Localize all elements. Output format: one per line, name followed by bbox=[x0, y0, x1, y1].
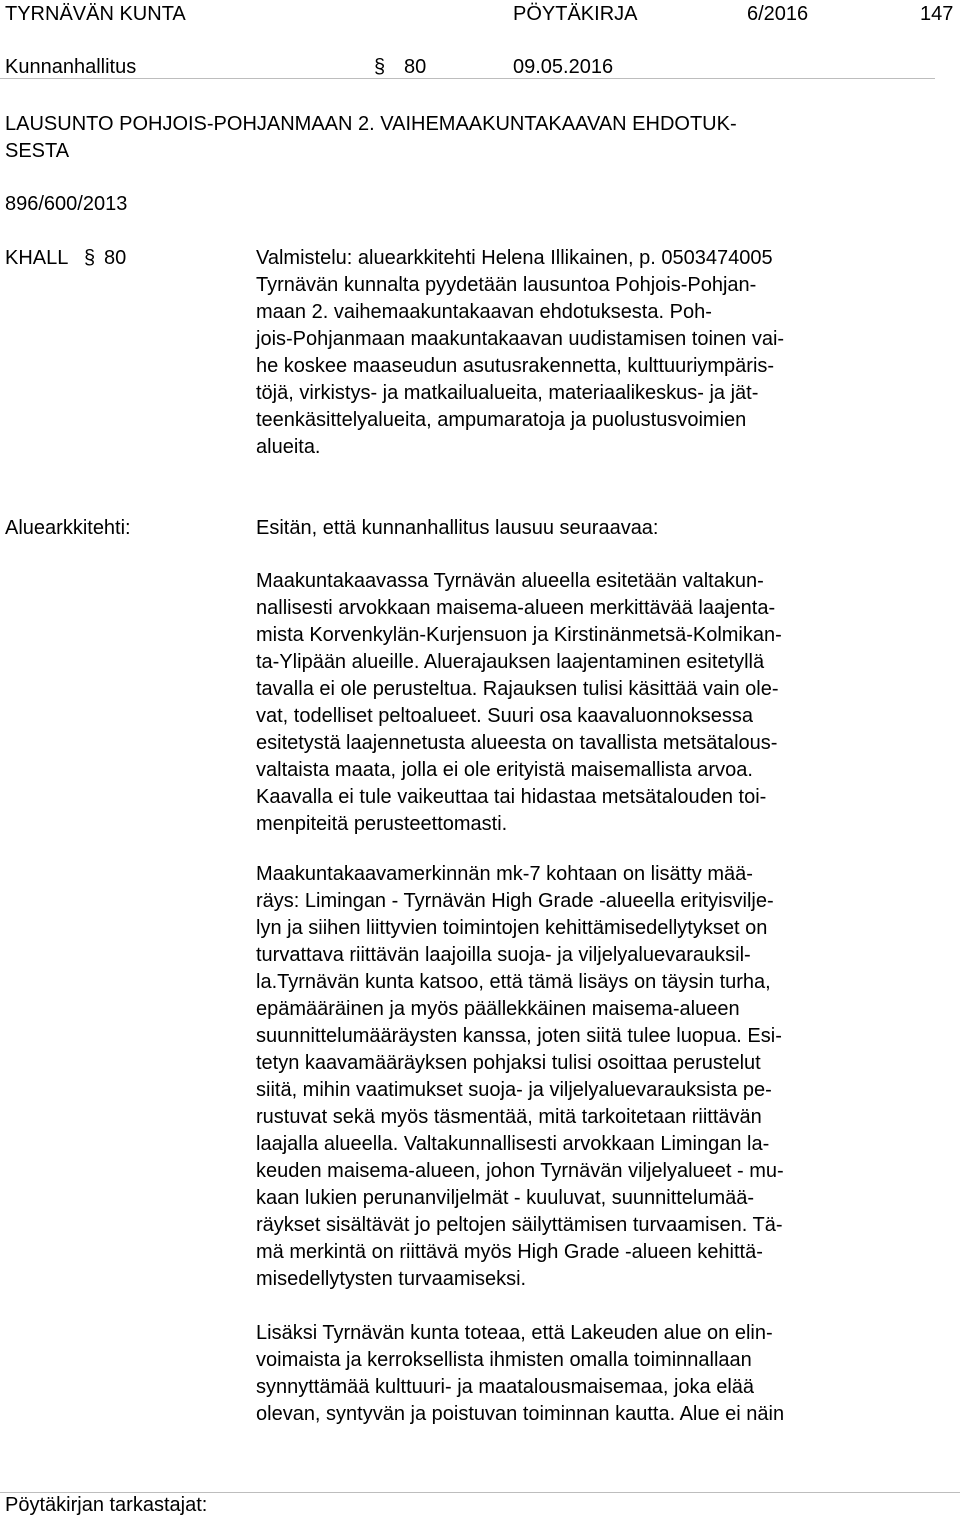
text-line: jois-Pohjanmaan maakuntakaavan uudistamisen toinen vai- bbox=[256, 328, 785, 350]
text-line: mista Korvenkylän-Kurjensuon ja Kirstinänmetsä-Kolmikan- bbox=[256, 624, 782, 646]
text-line: keuden maisema-alueen, johon Tyrnävän viljelyalueet - mu- bbox=[256, 1160, 784, 1182]
text-line: misedellytysten turvaamiseksi. bbox=[256, 1268, 527, 1290]
text-line: Tyrnävän kunnalta pyydetään lausuntoa Pohjois-Pohjan- bbox=[256, 274, 757, 296]
text-line: laajalla alueella. Valtakunnallisesti arvokkaan Limingan la- bbox=[256, 1133, 770, 1155]
text-line: teenkäsittelyalueita, ampumaratoja ja puolustusvoimien bbox=[256, 409, 747, 431]
text-line: Lisäksi Tyrnävän kunta toteaa, että Lakeuden alue on elin- bbox=[256, 1322, 773, 1344]
body-name: Kunnanhallitus bbox=[5, 56, 137, 78]
text-line: vat, todelliset peltoalueet. Suuri osa kaavaluonnoksessa bbox=[256, 705, 753, 727]
page-number: 147 bbox=[920, 3, 954, 25]
text-line: synnyttämää kulttuuri- ja maatalousmaisemaa, joka elää bbox=[256, 1376, 755, 1398]
text-line: siitä, mihin vaatimukset suoja- ja viljelyaluevarauksista pe- bbox=[256, 1079, 772, 1101]
text-line: voimaista ja kerroksellista ihmisten omalla toiminnallaan bbox=[256, 1349, 752, 1371]
text-line: tavalla ei ole perusteltua. Rajauksen tulisi käsittää vain ole- bbox=[256, 678, 779, 700]
document-type: PÖYTÄKIRJA bbox=[513, 3, 638, 25]
text-line: esitetystä laajennetusta alueesta on tavallista metsätalous- bbox=[256, 732, 778, 754]
statement-paragraph-2 bbox=[256, 861, 784, 1293]
municipality-name: TYRNÄVÄN KUNTA bbox=[5, 3, 186, 25]
role-label: Aluearkkitehti: bbox=[5, 517, 131, 539]
text-line: räys: Limingan - Tyrnävän High Grade -alueella erityisvilje- bbox=[256, 890, 774, 912]
text-line: lyn ja siihen liittyvien toimintojen kehittämisedellytykset on bbox=[256, 917, 768, 939]
issue-number: 6/2016 bbox=[747, 3, 809, 25]
text-line: räykset sisältävät jo peltojen säilyttämisen turvaamisen. Tä- bbox=[256, 1214, 783, 1236]
text-line: töjä, virkistys- ja matkailualueita, materiaalikeskus- ja jät- bbox=[256, 382, 759, 404]
document-title-line2: SESTA bbox=[5, 140, 70, 162]
text-line: nallisesti arvokkaan maisema-alueen merkittävää laajenta- bbox=[256, 597, 776, 619]
text-line: Kaavalla ei tule vaikeuttaa tai hidastaa metsätalouden toi- bbox=[256, 786, 767, 808]
text-line: Maakuntakaavassa Tyrnävän alueella esitetään valtakun- bbox=[256, 570, 764, 592]
text-line: rustuvat sekä myös täsmentää, mitä tarkoitetaan riittävän bbox=[256, 1106, 762, 1128]
text-line: olevan, syntyvän ja poistuvan toiminnan kautta. Alue ei näin bbox=[256, 1403, 785, 1425]
preparer-info: Valmistelu: aluearkkitehti Helena Illikainen, p. 0503474005 bbox=[256, 247, 773, 269]
text-line: tetyn kaavamääräyksen pohjaksi tulisi osoittaa perustelut bbox=[256, 1052, 761, 1074]
section-number: 80 bbox=[404, 56, 427, 78]
text-line: he koskee maaseudun asutusrakennetta, kulttuuriympäris- bbox=[256, 355, 775, 377]
section-sign: § bbox=[374, 56, 386, 78]
section-sign: § bbox=[84, 247, 96, 269]
text-line: ta-Ylipään alueille. Aluerajauksen laajentaminen esitetyllä bbox=[256, 651, 765, 673]
text-line: la.Tyrnävän kunta katsoo, että tämä lisäys on täysin turha, bbox=[256, 971, 771, 993]
document-title-line1: LAUSUNTO POHJOIS-POHJANMAAN 2. VAIHEMAAKUNTAKAAVAN EHDOTUK- bbox=[5, 113, 737, 135]
khall-label: KHALL bbox=[5, 247, 69, 269]
statement-paragraph-3 bbox=[256, 1320, 784, 1428]
khall-number: 80 bbox=[104, 247, 127, 269]
text-line: epämääräinen ja myös päällekkäinen maisema-alueen bbox=[256, 998, 740, 1020]
meeting-date: 09.05.2016 bbox=[513, 56, 614, 78]
text-line: alueita. bbox=[256, 436, 321, 458]
text-line: mä merkintä on riittävä myös High Grade -alueen kehittä- bbox=[256, 1241, 763, 1263]
record-number: 896/600/2013 bbox=[5, 193, 128, 215]
text-line: turvattava riittävän laajoilla suoja- ja viljelyaluevarauksil- bbox=[256, 944, 751, 966]
statement-paragraph-1 bbox=[256, 568, 782, 838]
text-line: valtaista maata, jolla ei ole erityistä maisemallista arvoa. bbox=[256, 759, 753, 781]
intro-paragraph bbox=[256, 272, 784, 461]
text-line: Maakuntakaavamerkinnän mk-7 kohtaan on lisätty mää- bbox=[256, 863, 753, 885]
text-line: menpiteitä perusteettomasti. bbox=[256, 813, 508, 835]
text-line: maan 2. vaihemaakuntakaavan ehdotuksesta. Poh- bbox=[256, 301, 712, 323]
header-divider bbox=[0, 78, 935, 79]
text-line: suunnittelumääräysten kanssa, joten siitä tulee luopua. Esi- bbox=[256, 1025, 782, 1047]
reviewers-label: Pöytäkirjan tarkastajat: bbox=[5, 1494, 208, 1516]
proposal-text: Esitän, että kunnanhallitus lausuu seuraavaa: bbox=[256, 517, 659, 539]
text-line: kaan lukien perunanviljelmät - kuuluvat, suunnittelumää- bbox=[256, 1187, 755, 1209]
